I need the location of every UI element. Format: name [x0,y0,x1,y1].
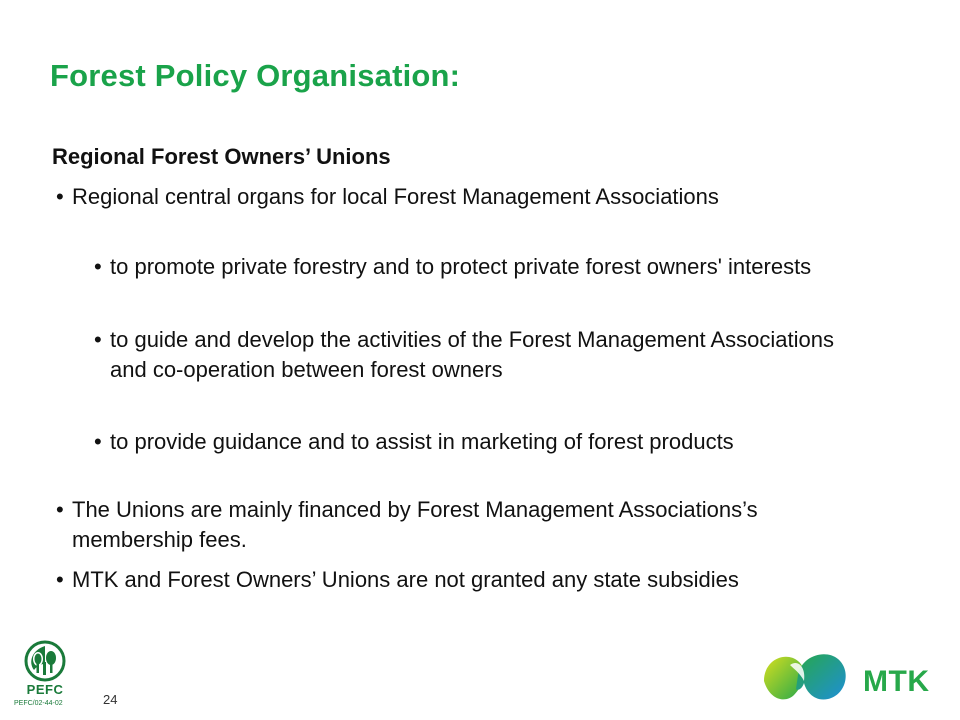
pefc-tree-icon [14,640,76,682]
bullet-marker: • [94,429,102,454]
pefc-logo-text: PEFC [26,682,64,697]
slide-subtitle: Regional Forest Owners’ Unions [52,144,391,169]
bullet-text: to promote private forestry and to protect private forest owners' interests [110,254,812,279]
sub-bullet-item [94,427,850,457]
bullet-marker: • [94,254,102,279]
bullet-text: to provide guidance and to assist in marketing of forest products [110,429,734,454]
bullet-text: Regional central organs for local Forest Management Associations [72,184,719,209]
sub-bullet-item [94,252,850,282]
bullet-text: to guide and develop the activities of the Forest Management Associations and co-operation between forest owners [110,327,834,382]
pefc-logo [14,640,76,712]
pefc-code: PEFC/02-44-02 [14,700,63,707]
bullet-item [56,565,852,595]
bullet-marker: • [56,184,64,209]
bullet-marker: • [56,567,64,592]
mtk-emblem-icon [760,645,860,705]
bullet-text: The Unions are mainly financed by Forest Management Associations’s membership fees. [72,497,758,552]
mtk-logo-text: MTK [863,665,930,698]
sub-bullet-item [94,325,850,385]
bullet-item [56,182,852,212]
page-number: 24 [103,692,118,707]
bullet-marker: • [56,497,64,522]
bullet-item [56,495,852,555]
bullet-marker: • [94,327,102,352]
slide-title: Forest Policy Organisation: [50,58,461,93]
mtk-logo [760,645,940,705]
bullet-text: MTK and Forest Owners’ Unions are not granted any state subsidies [72,567,739,592]
